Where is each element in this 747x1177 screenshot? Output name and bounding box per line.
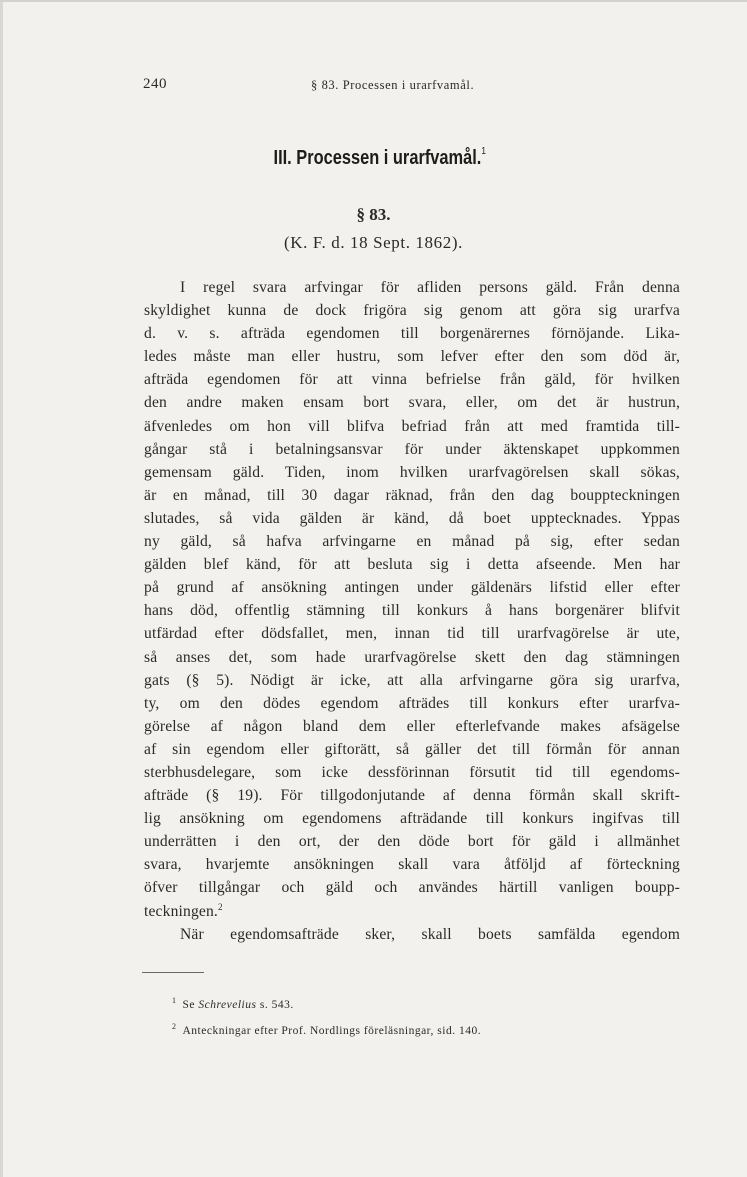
body-line: är en månad, till 30 dagar räknad, från den dag bouppteckningen xyxy=(144,486,680,504)
body-line: ty, om den dödes egendom afträdes till konkurs efter urarfva- xyxy=(144,694,680,712)
footnote-text: Se xyxy=(182,999,199,1011)
body-line: af sin egendom eller giftorätt, så gäller det till förmån för annan xyxy=(144,740,680,758)
body-line: afträde (§ 19). För tillgodonjutande af denna förmån skall skrift- xyxy=(144,787,680,805)
body-footnote-mark: 2 xyxy=(217,901,223,912)
page-edge-top xyxy=(0,0,747,2)
body-line: afträda egendomen för att vinna befrielse från gäld, för hvilken xyxy=(144,371,680,389)
body-line: utfärdad efter dödsfallet, men, innan tid till urarfvagörelse är ute, xyxy=(144,625,680,643)
body-line: När egendomsafträde sker, skall boets samfälda egendom xyxy=(180,925,680,943)
body-line: görelse af någon bland dem eller efterlefvande makes afsägelse xyxy=(144,717,680,735)
footnote-rule xyxy=(142,972,204,973)
body-line: d. v. s. afträda egendomen till borgenärernes förnöjande. Lika- xyxy=(144,325,680,343)
body-line: den andre maken ensam bort svara, eller, om det är hustrun, xyxy=(144,394,680,412)
body-line: slutades, så vida gälden är känd, då boet upptecknades. Yppas xyxy=(144,509,680,527)
footnote-mark: 2 xyxy=(172,1022,177,1031)
body-line: gångar stå i betalningsansvar för under äktenskapet uppkommen xyxy=(144,440,680,458)
footnote-author: Schrevelius xyxy=(198,999,257,1011)
body-line: så anses det, som hade urarfvagörelse skett den dag stämningen xyxy=(144,648,680,666)
chapter-footnote-mark: 1 xyxy=(481,146,486,157)
footnote-text: s. 543. xyxy=(256,999,294,1011)
body-line: äfvenledes om hon vill blifva befriad från att med framtida till- xyxy=(144,417,680,435)
body-line: ny gäld, så hafva arfvingarne en månad på sig, efter sedan xyxy=(144,533,680,551)
footnote-text: Anteckningar efter Prof. Nordlings föreläsningar, sid. 140. xyxy=(182,1025,482,1037)
body-line: sterbhusdelegare, som icke dessförinnan försutit tid till egendoms- xyxy=(144,763,680,781)
page-number: 240 xyxy=(143,76,167,92)
body-line: skyldighet kunna de dock frigöra sig genom att göra sig urarfva xyxy=(144,302,680,320)
body-line: I regel svara arfvingar för afliden persons gäld. Från denna xyxy=(180,279,680,296)
body-text xyxy=(144,276,680,946)
body-line: gälden blef känd, för att besluta sig i detta afseende. Men har xyxy=(144,556,680,574)
page-header xyxy=(0,76,747,96)
footnote-1 xyxy=(172,990,692,1016)
section-source: (K. F. d. 18 Sept. 1862). xyxy=(284,233,463,252)
body-line: hans död, offentlig stämning till konkurs å hans borgenärer blifvit xyxy=(144,602,680,620)
page-edge-left xyxy=(0,0,3,1177)
body-line-text: teckningen. xyxy=(144,902,218,920)
footnotes xyxy=(172,990,692,1042)
body-line: ledes måste man eller hustru, som lefver efter den som död är, xyxy=(144,348,680,366)
body-line: svara, hvarjemte ansökningen skall vara åtföljd af förteckning xyxy=(144,856,680,874)
footnote-2 xyxy=(172,1016,692,1042)
body-line: på grund af ansökning antingen under gäldenärs lifstid eller efter xyxy=(144,579,680,597)
footnote-mark: 1 xyxy=(172,996,177,1005)
chapter-title-text: III. Processen i urarfvamål. xyxy=(273,147,482,169)
body-line: gats (§ 5). Nödigt är icke, att alla arfvingarne göra sig urarfva, xyxy=(144,671,680,689)
running-head: § 83. Processen i urarfvamål. xyxy=(311,78,475,92)
body-line: underrätten i den ort, der den döde bort för gäld i allmänhet xyxy=(144,833,680,851)
section-number: § 83. xyxy=(356,205,391,224)
body-line xyxy=(144,900,680,923)
body-line: lig ansökning om egendomens afträdande till konkurs ingifvas till xyxy=(144,810,680,828)
body-line: gemensam gäld. Tiden, inom hvilken urarfvagörelsen skall sökas, xyxy=(144,463,680,481)
chapter-title xyxy=(73,146,686,170)
body-line: öfver tillgångar och gäld och användes härtill vanligen boupp- xyxy=(144,879,680,897)
